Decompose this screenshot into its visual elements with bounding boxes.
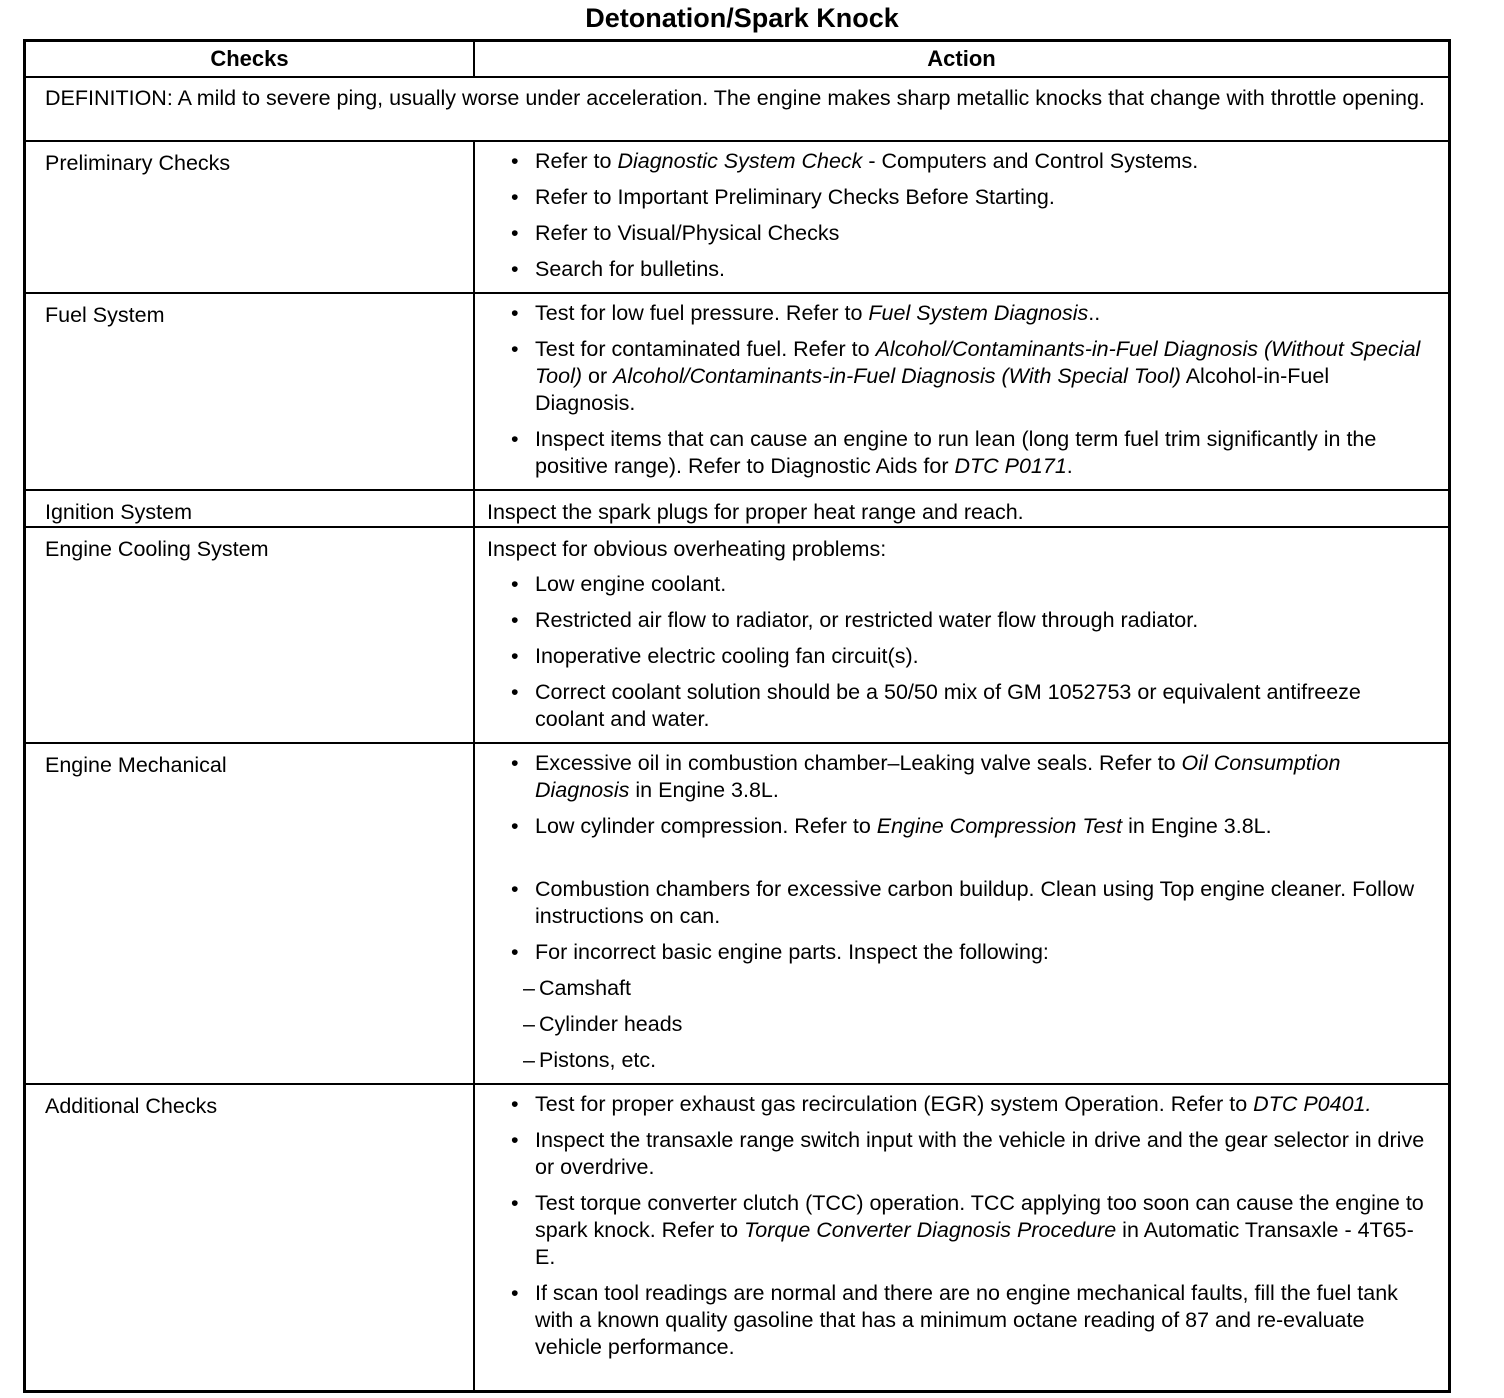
action-text: Refer to Important Preliminary Checks Before Starting. — [535, 185, 1055, 209]
action-text: in Engine 3.8L. — [629, 778, 779, 802]
action-cell — [474, 743, 1450, 1084]
reference-text: DTC P0401. — [1253, 1092, 1372, 1116]
action-cell — [474, 527, 1450, 743]
action-bullet — [487, 679, 1428, 733]
reference-text: Diagnostic System Check — [617, 149, 863, 173]
reference-text: Engine Compression Test — [876, 814, 1123, 838]
action-text: Test for low fuel pressure. Refer to — [535, 301, 869, 325]
check-category: Ignition System — [25, 490, 475, 527]
action-cell — [474, 1084, 1450, 1391]
reference-text: Oil Consumption Diagnosis — [535, 751, 1341, 802]
table-row — [25, 141, 1450, 293]
reference-text: Alcohol/Contaminants-in-Fuel Diagnosis (With Special Tool) — [613, 364, 1181, 388]
reference-text: DTC P0171 — [954, 454, 1067, 478]
action-text: Inspect items that can cause an engine to run lean (long term fuel trim significantly in the positive range). Refer to Diagnostic Aids for — [535, 427, 1377, 478]
action-cell — [474, 141, 1450, 293]
check-category: Additional Checks — [25, 1084, 475, 1391]
action-cell — [474, 490, 1450, 527]
action-text: For incorrect basic engine parts. Inspect the following: — [535, 940, 1049, 964]
action-bullet — [487, 426, 1428, 480]
reference-text: Alcohol/Contaminants-in-Fuel Diagnosis (Without Special Tool) — [535, 337, 1421, 388]
action-text: If scan tool readings are normal and there are no engine mechanical faults, fill the fuel tank with a known quality gasoline that has a minimum octane reading of 87 and re-evaluate vehicle performance. — [535, 1281, 1398, 1359]
action-text: Restricted air flow to radiator, or restricted water flow through radiator. — [535, 608, 1199, 632]
table-row — [25, 743, 1450, 1084]
action-bullet — [487, 571, 1428, 598]
header-checks: Checks — [25, 41, 475, 78]
action-bullet — [487, 607, 1428, 634]
definition-row — [25, 77, 1450, 141]
action-bullet — [487, 643, 1428, 670]
action-text: Test for proper exhaust gas recirculation (EGR) system Operation. Refer to — [535, 1092, 1254, 1116]
action-text: Low engine coolant. — [535, 572, 727, 596]
action-text: in Engine 3.8L. — [1122, 814, 1272, 838]
table-row — [25, 293, 1450, 490]
action-bullet — [487, 1280, 1428, 1361]
action-cell — [474, 293, 1450, 490]
action-text: Test torque converter clutch (TCC) operation. TCC applying too soon can cause the engine to spark knock. Refer to — [535, 1191, 1424, 1242]
action-text: in Automatic Transaxle - 4T65-E. — [535, 1218, 1414, 1269]
action-text: Combustion chambers for excessive carbon buildup. Clean using Top engine cleaner. Follow instructions on can. — [535, 877, 1415, 928]
action-bullet — [487, 1091, 1428, 1118]
sub-item: – Pistons, etc. — [487, 1047, 1428, 1074]
action-bullet — [487, 256, 1428, 283]
action-intro: Inspect for obvious overheating problems: — [487, 537, 887, 561]
sub-item: – Cylinder heads — [487, 1011, 1428, 1038]
action-text: . — [1066, 454, 1073, 478]
action-bullet — [487, 876, 1428, 930]
action-bullet — [487, 813, 1428, 840]
action-bullet — [487, 148, 1428, 175]
action-bullet — [487, 300, 1428, 327]
reference-text: Torque Converter Diagnosis Procedure — [744, 1218, 1117, 1242]
action-text: or — [582, 364, 614, 388]
action-intro: Inspect the spark plugs for proper heat range and reach. — [487, 500, 1024, 524]
action-text: Inoperative electric cooling fan circuit(s). — [535, 644, 919, 668]
table-row — [25, 1084, 1450, 1391]
action-text: Refer to — [535, 149, 618, 173]
action-bullet — [487, 220, 1428, 247]
action-text: Search for bulletins. — [535, 257, 726, 281]
check-category: Engine Cooling System — [25, 527, 475, 743]
reference-text: Fuel System Diagnosis — [868, 301, 1089, 325]
action-bullet — [487, 1190, 1428, 1271]
action-text: - Computers and Control Systems. — [862, 149, 1199, 173]
check-category: Engine Mechanical — [25, 743, 475, 1084]
action-text: Correct coolant solution should be a 50/50 mix of GM 1052753 or equivalent antifreeze coolant and water. — [535, 680, 1361, 731]
definition-text: DEFINITION: A mild to severe ping, usually worse under acceleration. The engine makes sharp metallic knocks that change with throttle opening. — [25, 77, 1450, 141]
action-text: .. — [1088, 301, 1101, 325]
page-title: Detonation/Spark Knock — [585, 3, 899, 33]
action-bullet — [487, 336, 1428, 417]
table-header-row — [25, 41, 1450, 78]
diagnostic-table — [23, 39, 1451, 1393]
action-text: Alcohol-in-Fuel Diagnosis. — [535, 364, 1330, 415]
action-bullet — [487, 1127, 1428, 1181]
check-category: Preliminary Checks — [25, 141, 475, 293]
table-row — [25, 527, 1450, 743]
action-text: Refer to Visual/Physical Checks — [535, 221, 840, 245]
check-category: Fuel System — [25, 293, 475, 490]
action-text: Excessive oil in combustion chamber–Leaking valve seals. Refer to — [535, 751, 1182, 775]
action-bullet — [487, 750, 1428, 804]
table-row — [25, 490, 1450, 527]
action-text: Test for contaminated fuel. Refer to — [535, 337, 876, 361]
action-text: Low cylinder compression. Refer to — [535, 814, 877, 838]
action-bullet — [487, 184, 1428, 211]
sub-item: – Camshaft — [487, 975, 1428, 1002]
action-bullet — [487, 939, 1428, 966]
action-text: Inspect the transaxle range switch input with the vehicle in drive and the gear selector in drive or overdrive. — [535, 1128, 1425, 1179]
header-action: Action — [474, 41, 1450, 78]
